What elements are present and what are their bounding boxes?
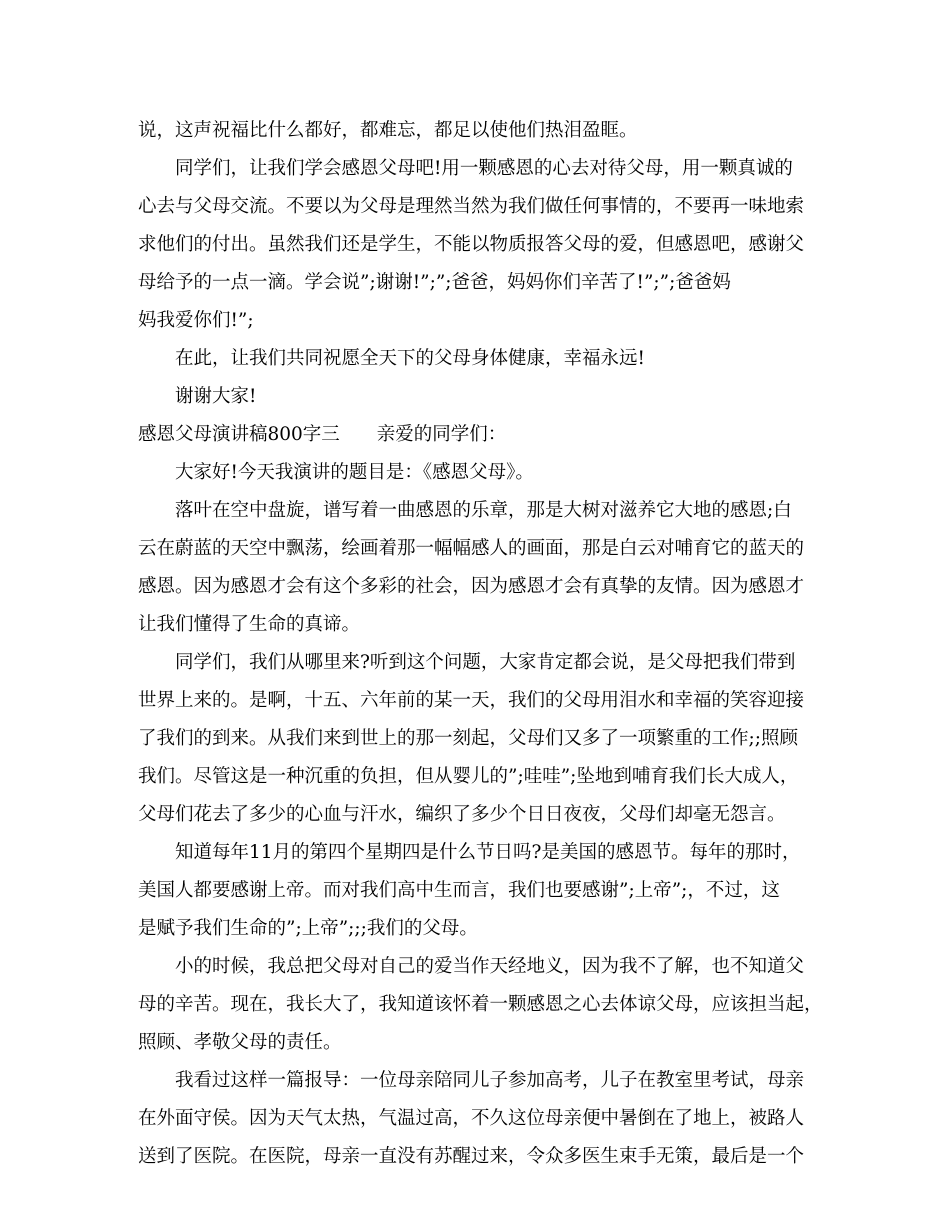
text-line: 我们。尽管这是一种沉重的负担，但从婴儿的”;哇哇”;坠地到哺育我们长大成人， — [138, 766, 799, 787]
text-line: 谢谢大家! — [175, 386, 257, 407]
text-line: 心去与父母交流。不要以为父母是理然当然为我们做任何事情的，不要再一味地索 — [138, 196, 805, 217]
text-line: 我看过这样一篇报导：一位母亲陪同儿子参加高考，儿子在教室里考试，母亲 — [175, 1070, 805, 1091]
text-line: 母给予的一点一滴。学会说”;谢谢!”;”;爸爸，妈妈你们辛苦了!”;”;爸爸妈 — [138, 272, 731, 293]
text-line: 感恩父母演讲稿800字三 亲爱的同学们： — [138, 424, 507, 445]
text-line: 世界上来的。是啊，十五、六年前的某一天，我们的父母用泪水和幸福的笑容迎接 — [138, 690, 805, 711]
text-line: 感恩。因为感恩才会有这个多彩的社会，因为感恩才会有真挚的友情。因为感恩才 — [138, 576, 805, 597]
text-line: 说，这声祝福比什么都好，都难忘，都足以使他们热泪盈眶。 — [138, 120, 638, 141]
text-line: 求他们的付出。虽然我们还是学生，不能以物质报答父母的爱，但感恩吧，感谢父 — [138, 234, 805, 255]
text-line: 落叶在空中盘旋，谱写着一曲感恩的乐章，那是大树对滋养它大地的感恩;白 — [175, 500, 792, 521]
text-line: 知道每年11月的第四个星期四是什么节日吗?是美国的感恩节。每年的那时， — [175, 842, 801, 863]
text-line: 小的时候，我总把父母对自己的爱当作天经地义，因为我不了解，也不知道父 — [175, 956, 805, 977]
text-line: 美国人都要感谢上帝。而对我们高中生而言，我们也要感谢”;上帝”;，不过，这 — [138, 880, 780, 901]
document-body — [138, 112, 828, 1176]
text-line: 照顾、孝敬父母的责任。 — [138, 1032, 342, 1053]
text-line: 妈我爱你们!”; — [138, 310, 254, 331]
text-line: 大家好!今天我演讲的题目是：《感恩父母》。 — [175, 462, 534, 483]
text-line: 父母们花去了多少的心血与汗水，编织了多少个日日夜夜，父母们却毫无怨言。 — [138, 804, 786, 825]
text-line: 母的辛苦。现在，我长大了，我知道该怀着一颗感恩之心去体谅父母，应该担当起， — [138, 994, 823, 1015]
text-line: 同学们，让我们学会感恩父母吧!用一颗感恩的心去对待父母，用一颗真诚的 — [175, 158, 793, 179]
text-line: 同学们，我们从哪里来?听到这个问题，大家肯定都会说，是父母把我们带到 — [175, 652, 796, 673]
text-line: 是赋予我们生命的”;上帝”;;;我们的父母。 — [138, 918, 478, 939]
text-line: 送到了医院。在医院，母亲一直没有苏醒过来，令众多医生束手无策，最后是一个 — [138, 1146, 805, 1167]
text-line: 让我们懂得了生命的真谛。 — [138, 614, 361, 635]
text-line: 在外面守侯。因为天气太热，气温过高，不久这位母亲便中暑倒在了地上，被路人 — [138, 1108, 805, 1129]
text-line: 云在蔚蓝的天空中飘荡，绘画着那一幅幅感人的画面，那是白云对哺育它的蓝天的 — [138, 538, 805, 559]
text-line: 在此，让我们共同祝愿全天下的父母身体健康，幸福永远! — [175, 348, 645, 369]
text-line: 了我们的到来。从我们来到世上的那一刻起，父母们又多了一项繁重的工作;;照顾 — [138, 728, 798, 749]
